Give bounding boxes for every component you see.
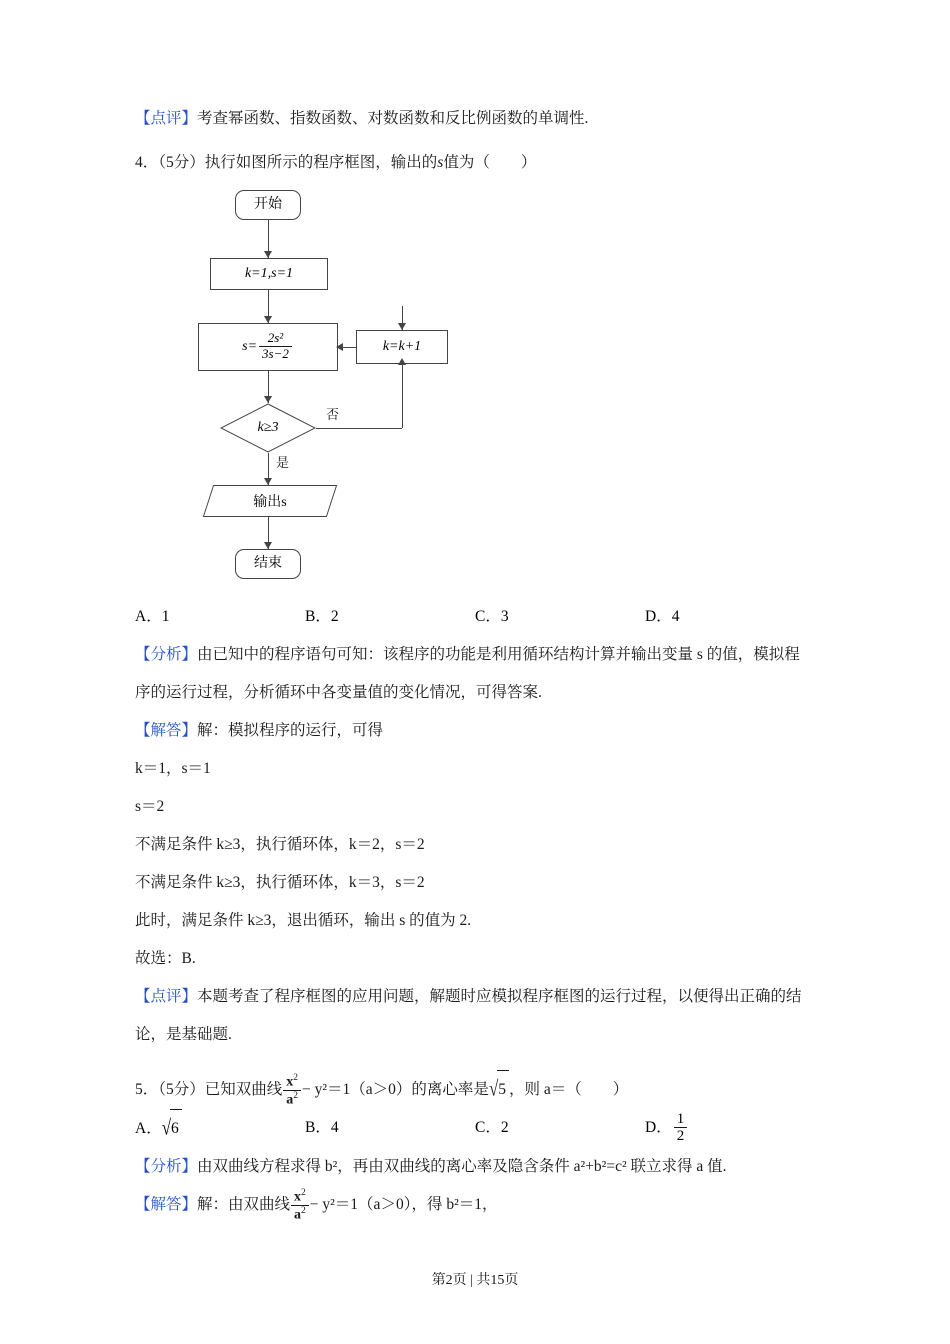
q5-stem	[135, 1070, 815, 1109]
flow-assign-lhs: s=	[242, 339, 258, 355]
q4-solution-line-3: 不满足条件 k≥3，执行循环体，k＝2，s＝2	[135, 836, 425, 853]
q4-comment-text: 本题考查了程序框图的应用问题，解题时应模拟程序框图的运行过程，以便得出正确的结论，是基础题.	[135, 988, 802, 1043]
flow-no-label: 否	[326, 407, 340, 422]
flow-arrow-3	[264, 396, 272, 403]
flow-arrow-2	[264, 316, 272, 323]
analysis-tag: 【分析】	[135, 646, 198, 663]
flow-init-label: k=1,s=1	[244, 266, 294, 282]
flow-arrow-loop-top	[398, 323, 406, 330]
page-footer: 第2页 | 共15页	[431, 1273, 519, 1288]
q5-analysis	[135, 1148, 815, 1186]
flow-conn-no	[316, 428, 402, 429]
q4-option-d	[645, 598, 815, 636]
top-comment-line	[135, 100, 815, 138]
q5-stem-sqrt: √5	[489, 1070, 509, 1109]
q5-option-c-value: 2	[500, 1119, 509, 1136]
q5-option-d	[645, 1109, 815, 1148]
q5-option-c-key: C．	[475, 1119, 501, 1136]
q5-option-b	[305, 1109, 475, 1148]
q4-comment	[135, 978, 815, 1054]
q5-frac-den: a	[286, 1092, 294, 1108]
flow-end-node	[235, 549, 301, 579]
flow-arrow-yes	[264, 478, 272, 485]
q5-option-b-value: 4	[330, 1119, 339, 1136]
q5-option-c	[475, 1109, 645, 1148]
q4-comment-tag: 【点评】	[135, 988, 198, 1005]
flow-yes-label: 是	[276, 455, 290, 470]
top-comment-text: 考查幂函数、指数函数、对数函数和反比例函数的单调性.	[197, 110, 589, 127]
q4-option-c-value: 3	[500, 608, 509, 625]
flow-output-node	[208, 485, 332, 517]
q4-solution-line-4: 不满足条件 k≥3，执行循环体，k＝3，s＝2	[135, 874, 425, 891]
q5-frac-num: x	[286, 1074, 294, 1090]
q5-solution	[135, 1186, 815, 1224]
q5-option-b-key: B．	[305, 1119, 331, 1136]
q4-option-a-key: A．	[135, 608, 162, 625]
q4-solution-head	[135, 712, 815, 750]
q4-stem-var: s	[437, 154, 444, 171]
q5-sqrt-value: 5	[497, 1070, 509, 1109]
q4-analysis	[135, 636, 815, 712]
flow-conn-no2	[402, 364, 403, 428]
q4-solution-line-1: k＝1，s＝1	[135, 760, 211, 777]
q4-solution-line-6: 故选：B.	[135, 950, 196, 967]
flow-init-node	[210, 258, 328, 290]
flow-assign-den: 3s−2	[259, 346, 292, 361]
q5-sol-frac-num: x	[294, 1189, 302, 1205]
flow-increment-label: k=k+1	[382, 339, 422, 355]
flow-arrow-1	[264, 251, 272, 258]
flow-condition-label: k≥3	[257, 420, 279, 435]
q4-option-b	[305, 598, 475, 636]
q4-option-d-key: D．	[645, 608, 672, 625]
comment-tag: 【点评】	[135, 110, 198, 127]
q4-solution-line-5: 此时，满足条件 k≥3，退出循环，输出 s 的值为 2.	[135, 912, 472, 929]
q5-stem-suffix: ，则 a＝（ ）	[509, 1081, 629, 1098]
q4-option-a	[135, 598, 305, 636]
q5-option-a: A．√6	[135, 1109, 305, 1148]
q4-option-d-value: 4	[671, 608, 680, 625]
q5-analysis-text: 由双曲线方程求得 b²，再由双曲线的离心率及隐含条件 a²+b²=c² 联立求得 a 值.	[197, 1158, 727, 1175]
q5-solution-prefix: 解：由双曲线	[197, 1196, 291, 1213]
q4-analysis-text: 由已知中的程序语句可知：该程序的功能是利用循环结构计算并输出变量 s 的值，模拟程序的运行过程，分析循环中各变量值的变化情况，可得答案.	[135, 646, 800, 701]
q5-analysis-tag: 【分析】	[135, 1158, 198, 1175]
q5-stem-fraction: $\frac{x^2}{a^2}$	[283, 1073, 301, 1109]
q4-solution-line-2: s＝2	[135, 798, 165, 815]
q5-solution-tag: 【解答】	[135, 1196, 198, 1213]
flow-end-label: 结束	[254, 556, 282, 572]
q4-options	[135, 598, 815, 636]
flow-output-label: 输出s	[253, 495, 287, 510]
q5-option-d-value: $\frac{1}{2}$	[674, 1111, 688, 1144]
q4-solution-line-0: 解：模拟程序的运行，可得	[197, 722, 384, 739]
flow-assign-num: 2s²	[267, 330, 284, 346]
flow-start-label: 开始	[254, 197, 282, 213]
q5-stem-mid: − y²＝1（a＞0）的离心率是	[302, 1081, 489, 1098]
q4-stem-prefix: 4．（5分）执行如图所示的程序框图，输出的	[135, 154, 438, 171]
q4-option-b-key: B．	[305, 608, 331, 625]
q5-sol-frac-den: a	[294, 1207, 302, 1223]
flow-arrow-4	[264, 542, 272, 549]
flow-assign-node	[198, 323, 338, 371]
flow-condition-node	[220, 403, 316, 453]
q4-option-c	[475, 598, 645, 636]
q5-option-a-key: A．	[135, 1120, 162, 1137]
flow-arrow-loop-in	[336, 343, 343, 351]
q4-flowchart	[180, 190, 580, 572]
solution-tag: 【解答】	[135, 722, 198, 739]
flow-assign-fraction	[259, 331, 292, 360]
q5-solution-suffix: − y²＝1（a＞0），得 b²＝1，	[309, 1196, 498, 1213]
q5-solution-fraction: $\frac{x^2}{a^2}$	[291, 1188, 309, 1224]
q5-option-d-key: D．	[645, 1119, 672, 1136]
q5-options	[135, 1109, 815, 1148]
q4-option-c-key: C．	[475, 608, 501, 625]
q5-option-a-value: 6	[170, 1109, 182, 1148]
q5-stem-prefix: 5．（5分）已知双曲线	[135, 1081, 283, 1098]
q4-stem-suffix: 值为（ ）	[443, 154, 537, 171]
flow-arrow-no	[398, 358, 406, 365]
flow-start-node	[235, 190, 301, 220]
q4-stem	[135, 144, 815, 182]
q4-option-b-value: 2	[330, 608, 339, 625]
q4-option-a-value: 1	[161, 608, 170, 625]
